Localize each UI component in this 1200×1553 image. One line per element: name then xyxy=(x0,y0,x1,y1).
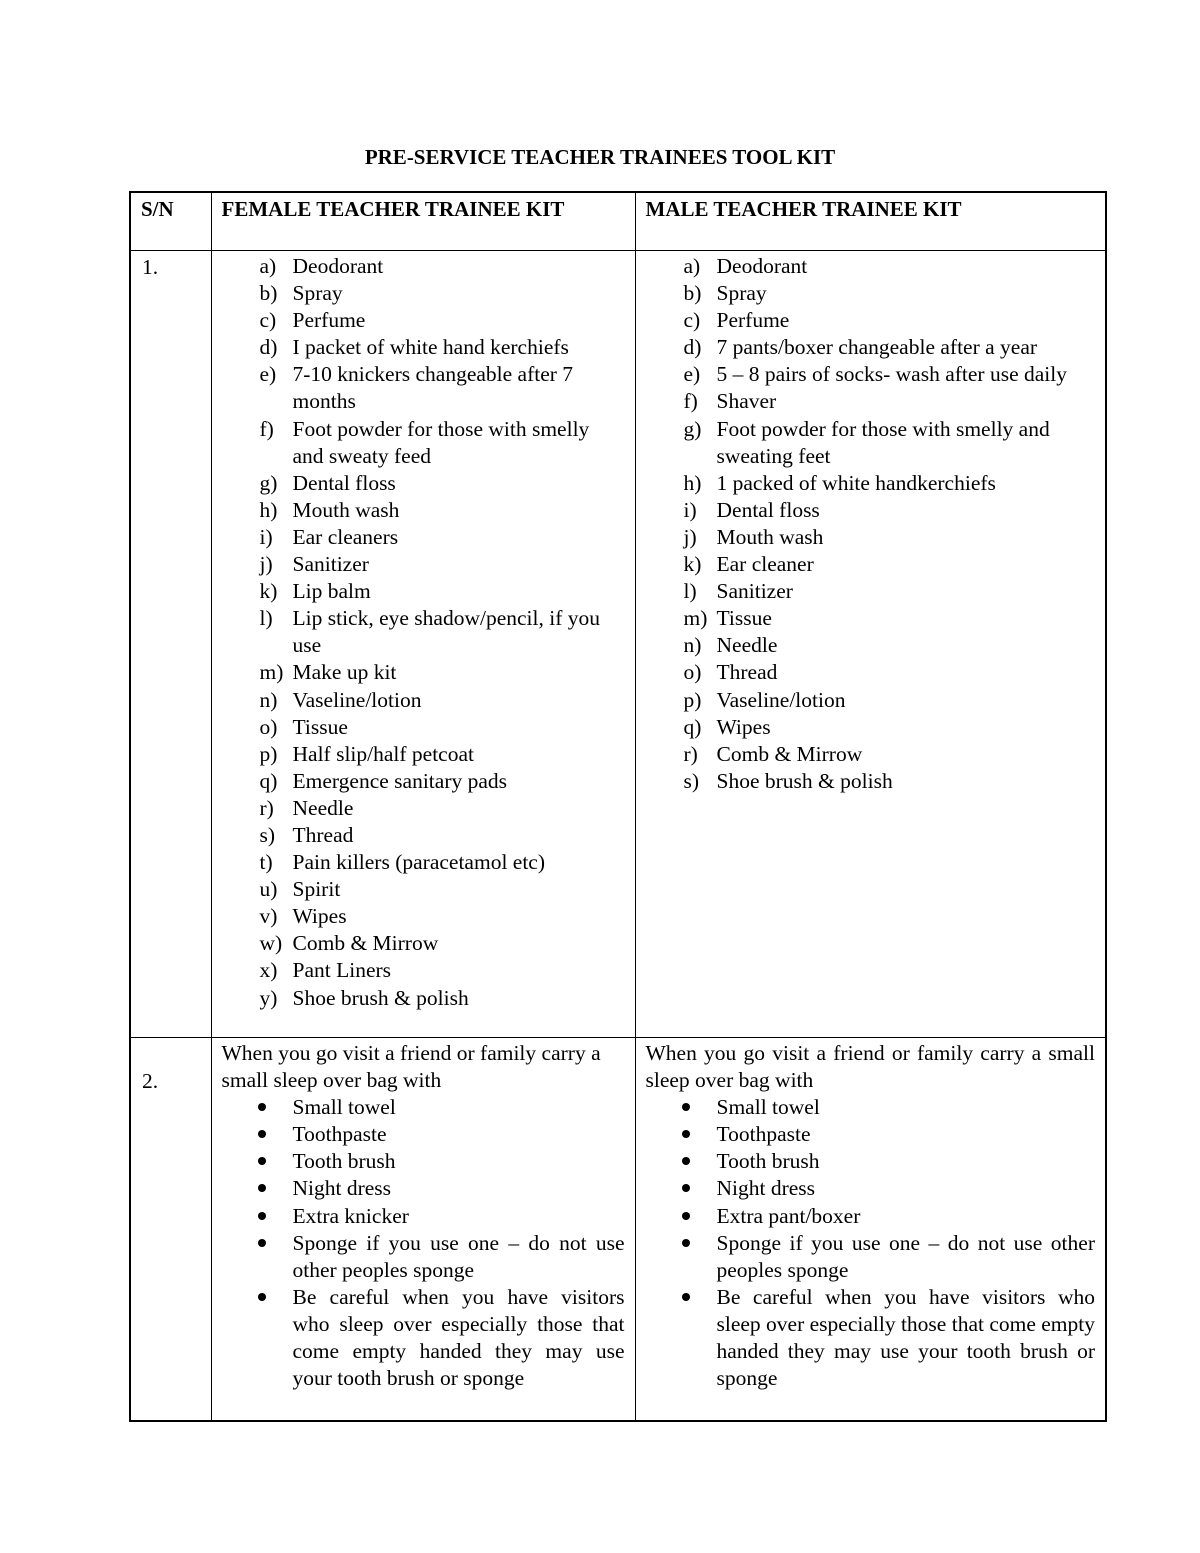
bullet-text: Small towel xyxy=(292,1095,396,1120)
item-text: Perfume xyxy=(716,308,790,333)
item-label: e) xyxy=(259,362,277,387)
header-sn: S/N xyxy=(130,192,211,251)
list-item xyxy=(636,1230,1106,1284)
item-text: Foot powder for those with smelly and sweating feet xyxy=(716,416,1050,468)
list-item xyxy=(212,1203,635,1230)
item-label: a) xyxy=(259,254,277,278)
item-text: Spirit xyxy=(292,877,341,902)
list-item xyxy=(636,253,1106,280)
bullet-icon xyxy=(636,1121,717,1148)
item-label: m) xyxy=(683,606,708,631)
list-item xyxy=(212,361,635,415)
item-label: a) xyxy=(683,254,701,278)
list-item xyxy=(212,930,635,957)
list-item xyxy=(636,659,1106,686)
bullet-text: Sponge if you use one – do not use other peoples sponge xyxy=(292,1230,625,1282)
item-text: Vaseline/lotion xyxy=(292,687,422,712)
bullet-text: Be careful when you have visitors who sleep over especially those that come empty handed they may use your tooth brush or sponge xyxy=(716,1284,1096,1391)
female-sleepover-intro: When you go visit a friend or family carry a small sleep over bag with xyxy=(221,1041,601,1093)
list-item xyxy=(212,768,635,795)
item-label: g) xyxy=(683,416,702,441)
list-item xyxy=(636,524,1106,551)
list-item xyxy=(636,768,1106,795)
female-sleepover-cell xyxy=(211,1038,635,1422)
male-sleepover-cell xyxy=(635,1038,1106,1422)
item-text: Tissue xyxy=(716,606,772,631)
item-text: Thread xyxy=(716,660,778,685)
item-label: d) xyxy=(259,335,278,360)
list-item xyxy=(636,1203,1106,1230)
bullet-icon xyxy=(636,1284,717,1392)
item-text: Comb & Mirrow xyxy=(292,931,439,956)
list-item xyxy=(212,659,635,686)
bullet-icon xyxy=(212,1148,293,1175)
list-item xyxy=(636,416,1106,470)
item-text: Spray xyxy=(716,281,767,306)
item-text: Emergence sanitary pads xyxy=(292,768,508,793)
list-item xyxy=(636,280,1106,307)
item-label: r) xyxy=(259,795,274,820)
list-item xyxy=(212,903,635,930)
row-number: 2. xyxy=(130,1038,211,1422)
list-item xyxy=(212,551,635,578)
item-label: b) xyxy=(683,281,702,306)
bullet-icon xyxy=(636,1175,717,1202)
bullet-text: Small towel xyxy=(716,1095,820,1120)
table-row xyxy=(130,1038,1106,1422)
item-label: l) xyxy=(259,606,273,631)
list-item xyxy=(636,714,1106,741)
item-text: Deodorant xyxy=(292,254,384,278)
item-label: q) xyxy=(259,768,278,793)
list-item xyxy=(212,307,635,334)
bullet-text: Tooth brush xyxy=(716,1149,820,1174)
item-label: g) xyxy=(259,470,278,495)
item-text: Dental floss xyxy=(292,470,396,495)
list-item xyxy=(212,1284,635,1392)
tool-kit-table xyxy=(129,191,1107,1422)
bullet-icon xyxy=(212,1203,293,1230)
item-label: l) xyxy=(683,579,697,604)
item-text: 7 pants/boxer changeable after a year xyxy=(716,335,1038,360)
list-item xyxy=(212,1175,635,1202)
item-text: Make up kit xyxy=(292,660,397,685)
item-text: Shoe brush & polish xyxy=(292,985,469,1010)
list-item xyxy=(212,253,635,280)
list-item xyxy=(212,795,635,822)
bullet-text: Night dress xyxy=(716,1176,816,1201)
list-item xyxy=(636,578,1106,605)
item-label: c) xyxy=(683,308,701,333)
female-kit-list xyxy=(212,251,635,1012)
item-label: f) xyxy=(683,389,698,414)
list-item xyxy=(212,1121,635,1148)
item-text: I packet of white hand kerchiefs xyxy=(292,335,569,360)
list-item xyxy=(636,307,1106,334)
item-text: Lip balm xyxy=(292,579,371,604)
bullet-icon xyxy=(636,1148,717,1175)
row-number: 1. xyxy=(130,251,211,1038)
bullet-text: Extra pant/boxer xyxy=(716,1203,861,1228)
list-item xyxy=(212,470,635,497)
item-text: Ear cleaners xyxy=(292,524,399,549)
item-label: p) xyxy=(683,687,702,712)
list-item xyxy=(636,497,1106,524)
item-label: w) xyxy=(259,931,283,956)
item-text: Needle xyxy=(292,795,354,820)
male-kit-list xyxy=(636,251,1106,795)
item-label: o) xyxy=(259,714,278,739)
list-item xyxy=(212,714,635,741)
item-text: Shaver xyxy=(716,389,777,414)
male-kit-cell xyxy=(635,251,1106,1038)
list-item xyxy=(212,1230,635,1284)
item-label: i) xyxy=(259,524,273,549)
item-label: s) xyxy=(683,768,700,793)
bullet-text: Toothpaste xyxy=(716,1122,811,1147)
item-label: i) xyxy=(683,497,697,522)
list-item xyxy=(636,1094,1106,1121)
bullet-text: Sponge if you use one – do not use other peoples sponge xyxy=(716,1230,1095,1282)
list-item xyxy=(212,280,635,307)
bullet-icon xyxy=(212,1284,293,1392)
item-label: u) xyxy=(259,877,278,902)
item-label: k) xyxy=(683,552,702,577)
list-item xyxy=(212,578,635,605)
list-item xyxy=(212,605,635,659)
list-item xyxy=(636,1284,1106,1392)
list-item xyxy=(636,334,1106,361)
item-label: d) xyxy=(683,335,702,360)
item-label: c) xyxy=(259,308,277,333)
item-label: y) xyxy=(259,985,278,1010)
list-item xyxy=(212,1148,635,1175)
item-text: Tissue xyxy=(292,714,348,739)
item-label: k) xyxy=(259,579,278,604)
item-label: h) xyxy=(259,497,278,522)
list-item xyxy=(636,388,1106,415)
item-label: j) xyxy=(259,552,273,577)
item-text: 1 packed of white handkerchiefs xyxy=(716,470,996,495)
item-label: m) xyxy=(259,660,284,685)
bullet-text: Be careful when you have visitors who sleep over especially those that come empty handed they may use your tooth brush or sponge xyxy=(292,1284,625,1391)
item-text: 5 – 8 pairs of socks- wash after use daily xyxy=(716,362,1067,387)
item-label: b) xyxy=(259,281,278,306)
item-label: t) xyxy=(259,850,273,875)
item-text: Deodorant xyxy=(716,254,808,278)
page-title: PRE-SERVICE TEACHER TRAINEES TOOL KIT xyxy=(364,145,836,169)
list-item xyxy=(212,1094,635,1121)
item-label: v) xyxy=(259,904,278,929)
item-text: Wipes xyxy=(292,904,347,929)
item-label: n) xyxy=(259,687,278,712)
bullet-icon xyxy=(212,1094,293,1121)
bullet-text: Night dress xyxy=(292,1176,392,1201)
list-item xyxy=(212,497,635,524)
list-item xyxy=(212,985,635,1012)
item-text: Spray xyxy=(292,281,343,306)
item-label: x) xyxy=(259,958,278,983)
item-text: Sanitizer xyxy=(292,552,369,577)
list-item xyxy=(212,849,635,876)
list-item xyxy=(212,957,635,984)
item-text: Sanitizer xyxy=(716,579,793,604)
item-text: Shoe brush & polish xyxy=(716,768,893,793)
item-text: Mouth wash xyxy=(716,524,824,549)
bullet-icon xyxy=(636,1094,717,1121)
list-item xyxy=(212,334,635,361)
bullet-icon xyxy=(636,1230,717,1284)
list-item xyxy=(212,876,635,903)
item-label: e) xyxy=(683,362,701,387)
item-text: Mouth wash xyxy=(292,497,400,522)
list-item xyxy=(636,551,1106,578)
item-text: Ear cleaner xyxy=(716,552,814,577)
male-sleepover-list xyxy=(636,1094,1106,1392)
item-text: Lip stick, eye shadow/pencil, if you use xyxy=(292,606,600,658)
item-text: 7-10 knickers changeable after 7 months xyxy=(292,362,574,414)
bullet-text: Toothpaste xyxy=(292,1122,387,1147)
item-label: f) xyxy=(259,416,274,441)
list-item xyxy=(212,524,635,551)
table-header-row xyxy=(130,192,1106,251)
list-item xyxy=(636,741,1106,768)
item-label: q) xyxy=(683,714,702,739)
item-label: r) xyxy=(683,741,698,766)
list-item xyxy=(636,605,1106,632)
list-item xyxy=(212,822,635,849)
header-female-kit: FEMALE TEACHER TRAINEE KIT xyxy=(211,192,635,251)
list-item xyxy=(636,632,1106,659)
item-label: n) xyxy=(683,633,702,658)
header-male-kit: MALE TEACHER TRAINEE KIT xyxy=(635,192,1106,251)
list-item xyxy=(636,1148,1106,1175)
table-row xyxy=(130,251,1106,1038)
bullet-text: Tooth brush xyxy=(292,1149,396,1174)
male-sleepover-intro: When you go visit a friend or family carry a small sleep over bag with xyxy=(645,1041,1095,1093)
list-item xyxy=(636,361,1106,388)
item-label: o) xyxy=(683,660,702,685)
female-kit-cell xyxy=(211,251,635,1038)
list-item xyxy=(212,416,635,470)
list-item xyxy=(636,470,1106,497)
item-text: Thread xyxy=(292,822,354,847)
item-text: Pant Liners xyxy=(292,958,392,983)
item-label: h) xyxy=(683,470,702,495)
item-text: Wipes xyxy=(716,714,771,739)
item-text: Half slip/half petcoat xyxy=(292,741,474,766)
item-text: Foot powder for those with smelly and sweaty feed xyxy=(292,416,590,468)
bullet-icon xyxy=(212,1175,293,1202)
bullet-text: Extra knicker xyxy=(292,1203,409,1228)
list-item xyxy=(636,687,1106,714)
list-item xyxy=(636,1175,1106,1202)
list-item xyxy=(636,1121,1106,1148)
item-label: s) xyxy=(259,822,276,847)
bullet-icon xyxy=(636,1203,717,1230)
item-text: Pain killers (paracetamol etc) xyxy=(292,850,546,875)
bullet-icon xyxy=(212,1121,293,1148)
item-text: Dental floss xyxy=(716,497,820,522)
list-item xyxy=(212,741,635,768)
item-text: Vaseline/lotion xyxy=(716,687,846,712)
female-sleepover-list xyxy=(212,1094,635,1392)
bullet-icon xyxy=(212,1230,293,1284)
item-label: j) xyxy=(683,524,697,549)
item-label: p) xyxy=(259,741,278,766)
item-text: Comb & Mirrow xyxy=(716,741,863,766)
list-item xyxy=(212,687,635,714)
item-text: Needle xyxy=(716,633,778,658)
item-text: Perfume xyxy=(292,308,366,333)
